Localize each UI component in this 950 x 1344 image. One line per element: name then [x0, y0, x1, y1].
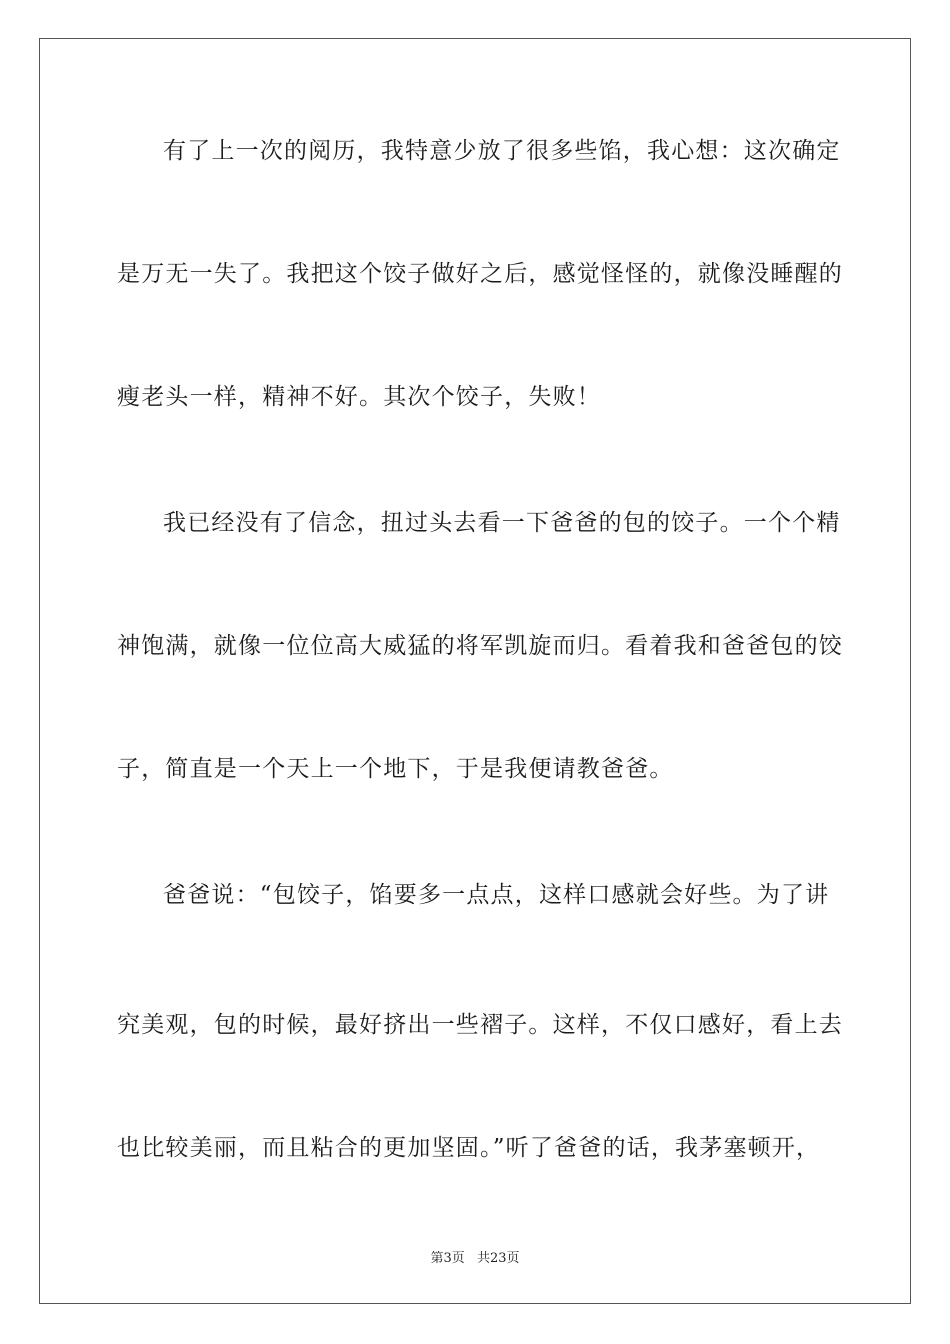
page-footer: [0, 1247, 950, 1266]
paragraph-1-line-3: 瘦老头一样，精神不好。其次个饺子，失败！: [117, 384, 601, 410]
paragraph-2-line-3: 子，简直是一个天上一个地下，于是我便请教爸爸。: [117, 756, 674, 782]
page-border: [39, 38, 911, 1304]
paragraph-3-line-1: 爸爸说：“包饺子，馅要多一点点，这样口感就会好些。为了讲: [163, 882, 830, 908]
paragraph-1-line-1: 有了上一次的阅历，我特意少放了很多些馅，我心想：这次确定: [163, 138, 841, 164]
page-total: 共23页: [476, 1251, 520, 1266]
paragraph-3-line-3: 也比较美丽，而且粘合的更加坚固。”听了爸爸的话，我茅塞顿开，: [117, 1135, 821, 1161]
paragraph-1-line-2: 是万无一失了。我把这个饺子做好之后，感觉怪怪的，就像没睡醒的: [117, 261, 843, 287]
paragraph-3-line-2: 究美观，包的时候，最好挤出一些褶子。这样，不仅口感好，看上去: [117, 1012, 843, 1038]
paragraph-2-line-2: 神饱满，就像一位位高大威猛的将军凯旋而归。看着我和爸爸包的饺: [117, 633, 843, 659]
page-number: 第3页: [430, 1251, 465, 1266]
paragraph-2-line-1: 我已经没有了信念，扭过头去看一下爸爸的包的饺子。一个个精: [163, 510, 841, 536]
